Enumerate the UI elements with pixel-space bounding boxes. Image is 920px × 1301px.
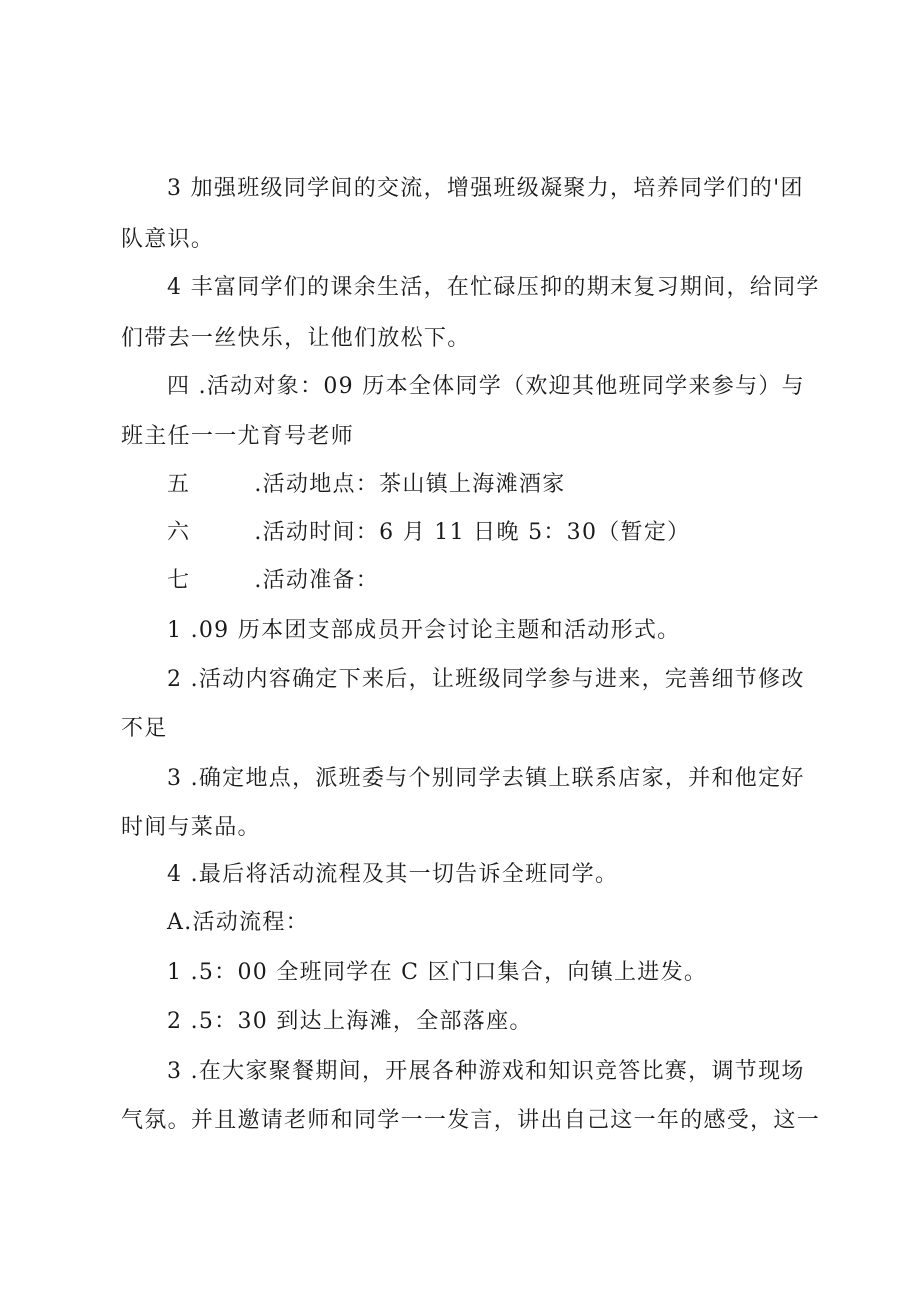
section-7 <box>167 566 821 596</box>
flow-item-1: 1 .5：00 全班同学在 C 区门口集合，向镇上进发。 <box>167 960 708 985</box>
section-7-text: .活动准备： <box>254 568 380 593</box>
flow-item-3-line-2: 气氛。并且邀请老师和同学一一发言，讲出自己这一年的感受，这一 <box>121 1108 821 1133</box>
prep-item-3-line-2: 时间与菜品。 <box>121 815 261 840</box>
paragraph-3-line-1: 3 加强班级同学间的交流，增强班级凝聚力，培养同学们的'团 <box>167 176 804 201</box>
paragraph-4-line-2: 们带去一丝快乐，让他们放松下。 <box>121 326 471 351</box>
prep-item-4: 4 .最后将活动流程及其一切告诉全班同学。 <box>167 862 619 887</box>
section-6-text: .活动时间：6 月 11 日晚 5：30（暂定） <box>254 520 691 545</box>
flow-heading: A.活动流程： <box>167 910 309 935</box>
flow-item-2: 2 .5：30 到达上海滩，全部落座。 <box>167 1009 533 1034</box>
flow-item-3-line-1: 3 .在大家聚餐期间，开展各种游戏和知识竞答比赛，调节现场 <box>167 1059 805 1084</box>
section-7-number: 七 <box>167 568 191 593</box>
paragraph-4-line-1: 4 丰富同学们的课余生活，在忙碌压抑的期末复习期间，给同学 <box>167 275 820 300</box>
section-4-line-2: 班主任一一尤育号老师 <box>121 424 355 449</box>
section-5-number: 五 <box>167 472 191 497</box>
section-5-text: .活动地点：茶山镇上海滩酒家 <box>254 472 566 497</box>
section-4-line-1: 四 .活动对象：09 历本全体同学（欢迎其他班同学来参与）与 <box>167 374 805 399</box>
prep-item-2-line-1: 2 .活动内容确定下来后，让班级同学参与进来，完善细节修改 <box>167 667 805 692</box>
section-6-number: 六 <box>167 520 191 545</box>
prep-item-2-line-2: 不足 <box>121 716 168 741</box>
prep-item-3-line-1: 3 .确定地点，派班委与个别同学去镇上联系店家，并和他定好 <box>167 766 805 791</box>
paragraph-3-line-2: 队意识。 <box>121 227 215 252</box>
section-5 <box>167 470 821 500</box>
section-6 <box>167 518 821 548</box>
prep-item-1: 1 .09 历本团支部成员开会讨论主题和活动形式。 <box>167 618 681 643</box>
